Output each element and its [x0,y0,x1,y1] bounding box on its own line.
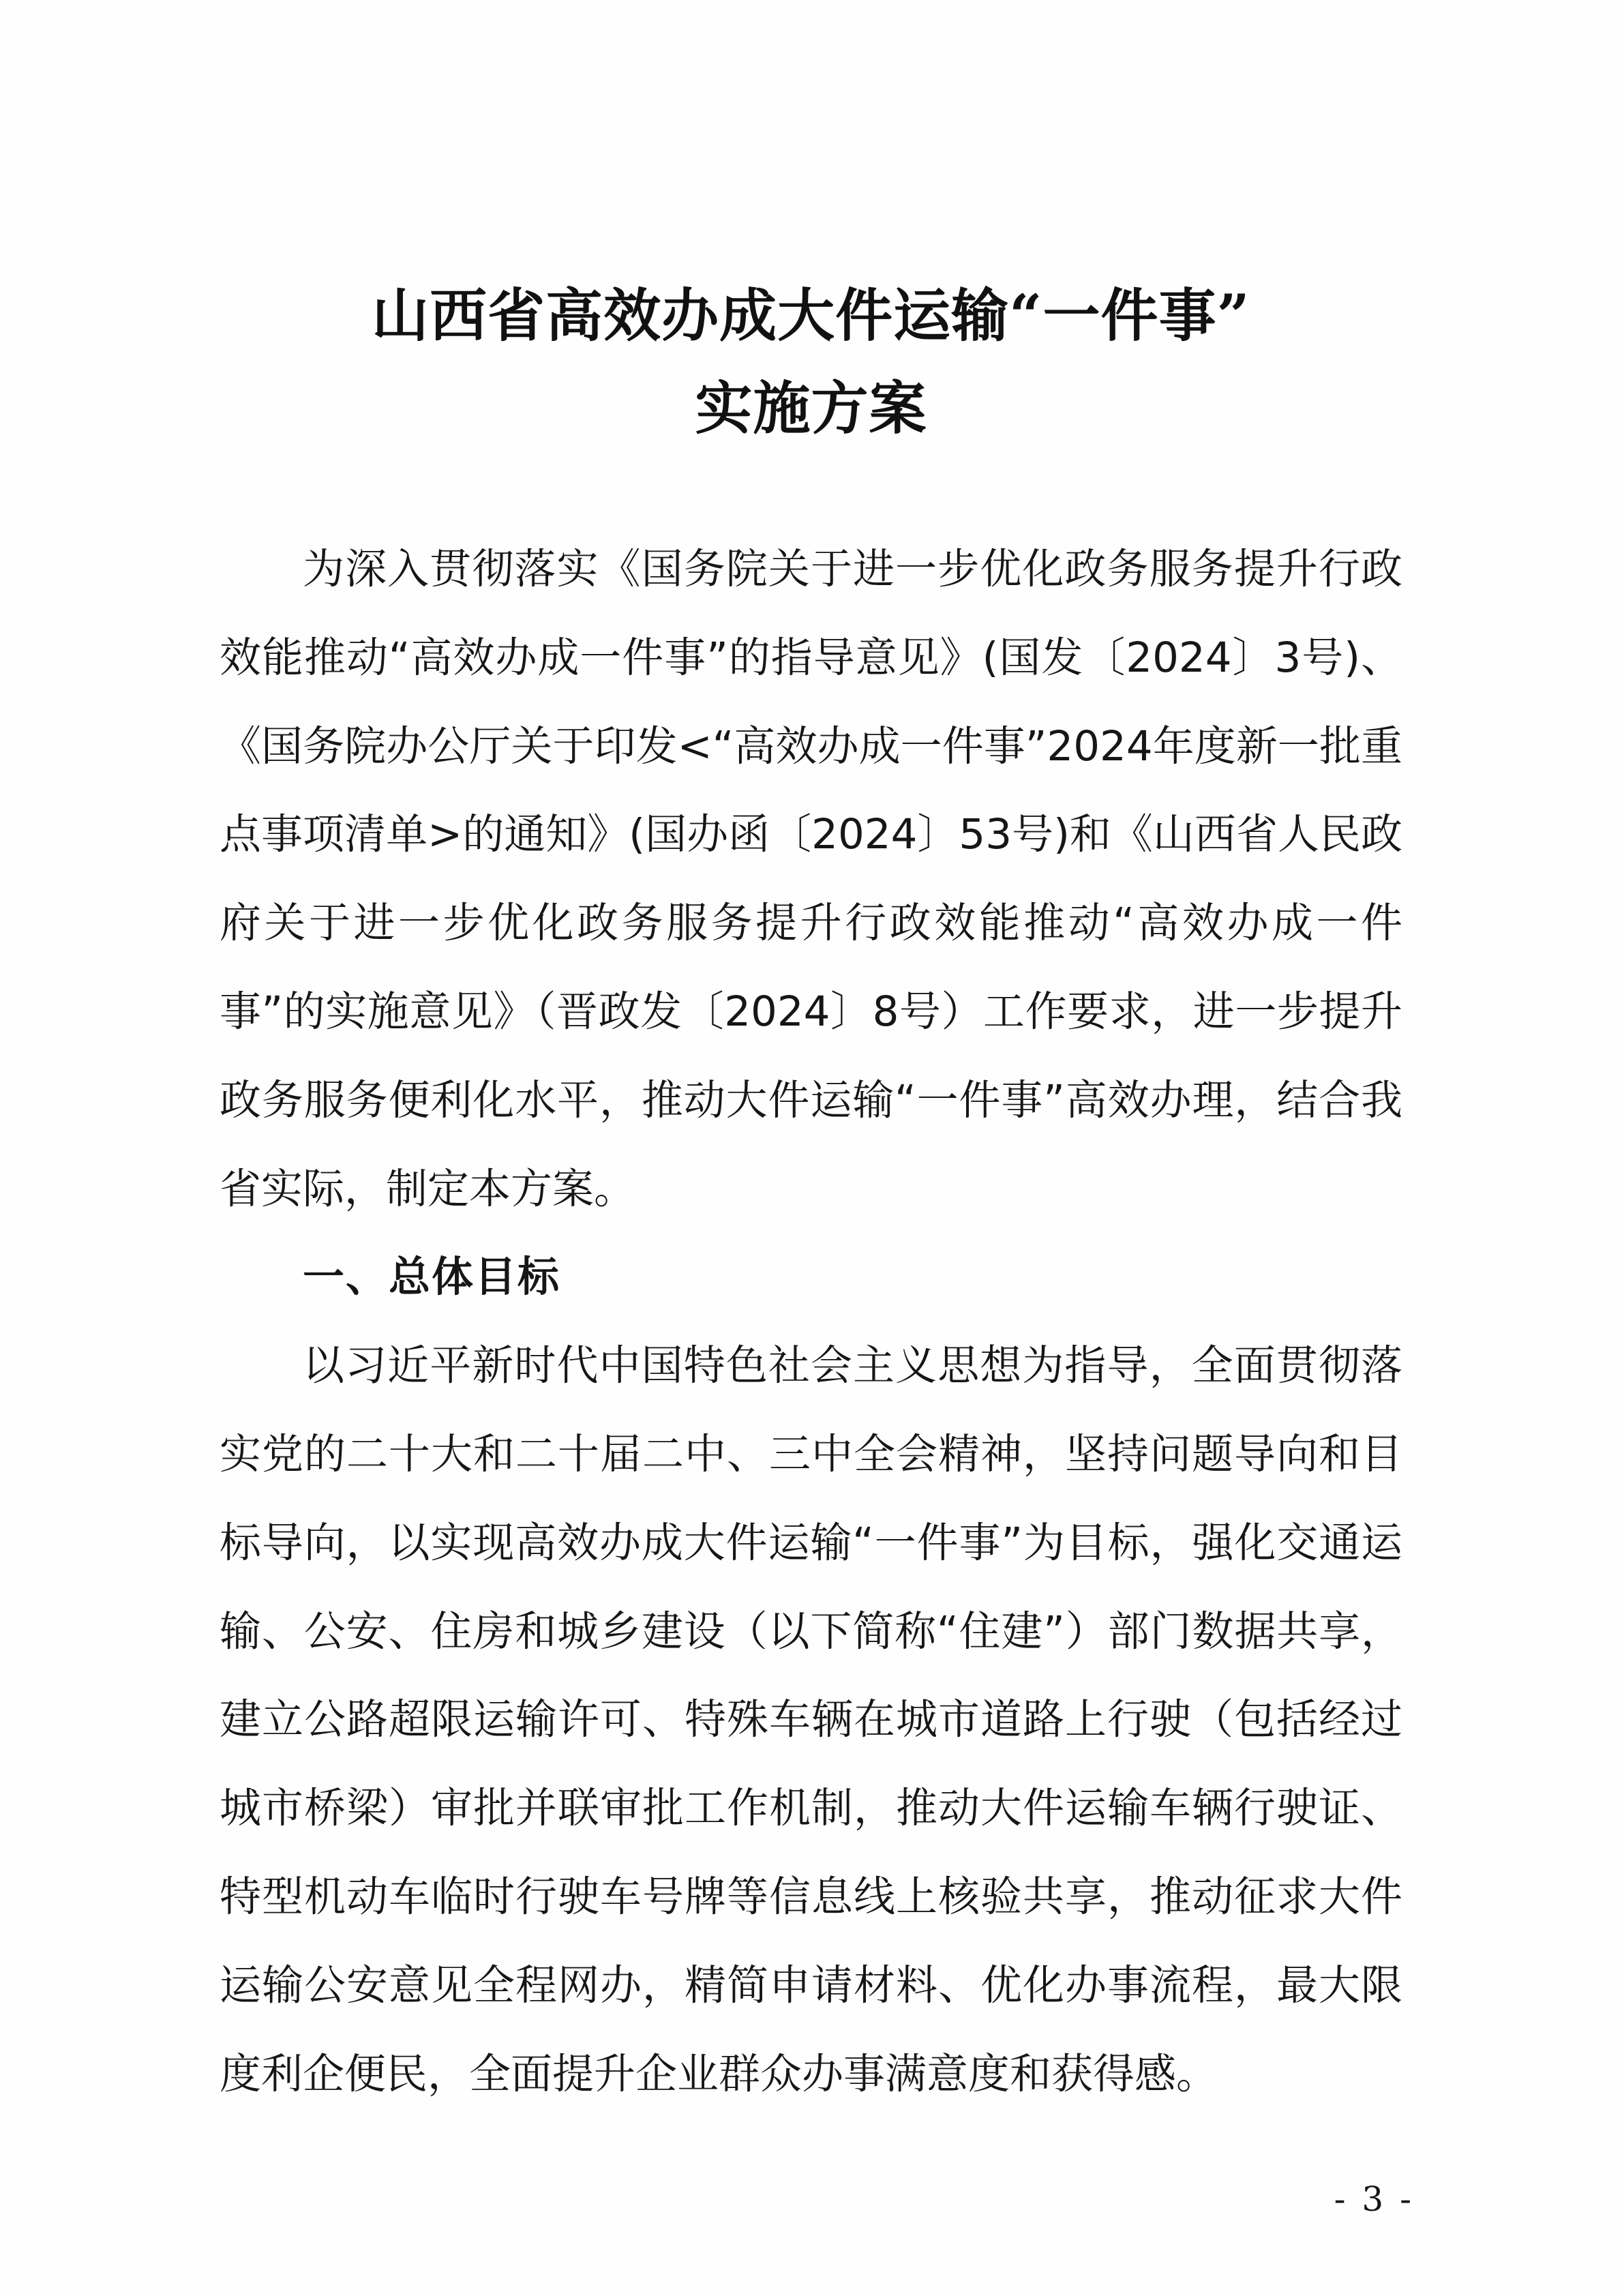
title-line-1: 山西省高效办成大件运输“一件事” [372,282,1250,349]
intro-paragraph: 为深入贯彻落实《国务院关于进一步优化政务服务提升行政效能推动“高效办成一件事”的指导意见》(国发〔2024〕3号)、《国务院办公厅关于印发<“高效办成一件事”2024年度新一批重点事项清单>的通知》(国办函〔2024〕53号)和《山西省人民政府关于进一步优化政务服务提升行政效能推动“高效办成一件事”的实施意见》（晋政发〔2024〕8号）工作要求，进一步提升政务服务便利化水平，推动大件运输“一件事”高效办理，结合我省实际，制定本方案。 [220,545,1402,1213]
page-number: - 3 - [1334,2179,1414,2219]
title-line-2: 实施方案 [695,374,927,442]
overall-goal-paragraph: 以习近平新时代中国特色社会主义思想为指导，全面贯彻落实党的二十大和二十届二中、三中全会精神，坚持问题导向和目标导向，以实现高效办成大件运输“一件事”为目标，强化交通运输、公安、住房和城乡建设（以下简称“住建”）部门数据共享，建立公路超限运输许可、特殊车辆在城市道路上行驶（包括经过城市桥梁）审批并联审批工作机制，推动大件运输车辆行驶证、特型机动车临时行驶车号牌等信息线上核验共享，推动征求大件运输公安意见全程网办，精简申请材料、优化办事流程，最大限度利企便民，全面提升企业群众办事满意度和获得感。 [220,1341,1402,2098]
section-heading-overall-goal: 一、总体目标 [303,1253,561,1302]
document-body [220,525,1402,2118]
document-title [0,269,1622,455]
